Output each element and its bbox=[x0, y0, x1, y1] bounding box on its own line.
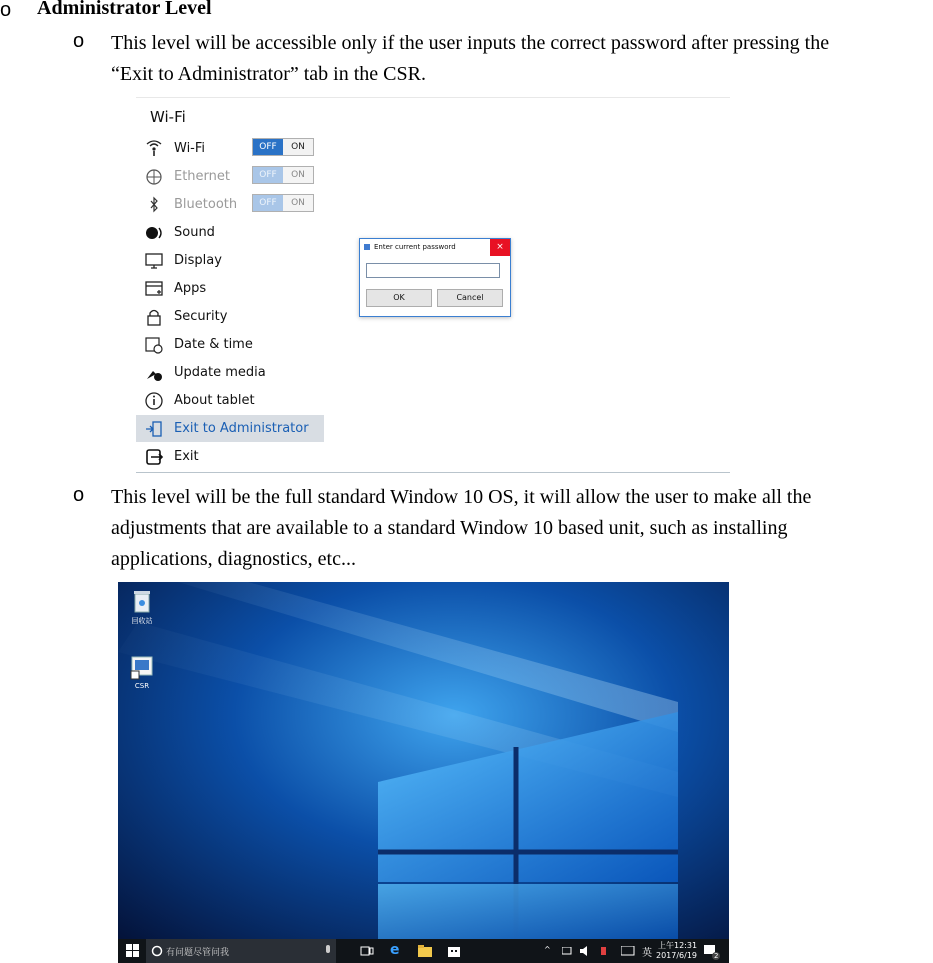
desktop-icon-label: 回收站 bbox=[131, 617, 153, 625]
wallpaper bbox=[118, 582, 729, 963]
menu-item-label: Ethernet bbox=[174, 169, 230, 184]
menu-item-sound[interactable] bbox=[136, 219, 324, 246]
wifi-icon bbox=[144, 139, 164, 159]
keyboard-icon[interactable] bbox=[621, 946, 635, 956]
menu-item-label: About tablet bbox=[174, 393, 255, 408]
ime-indicator[interactable]: 英 bbox=[642, 948, 652, 959]
battery-icon[interactable] bbox=[562, 947, 572, 955]
password-dialog bbox=[359, 238, 511, 317]
menu-item-label: Apps bbox=[174, 281, 207, 296]
menu-item-label: Exit bbox=[174, 449, 199, 464]
toggle-on[interactable]: ON bbox=[283, 167, 313, 183]
menu-item-exit[interactable] bbox=[136, 443, 324, 470]
paragraph-line: This level will be accessible only if the user inputs the correct password after pressing the bbox=[111, 32, 830, 54]
clock-time[interactable]: 上午12:31 bbox=[658, 941, 698, 950]
menu-item-label: Exit to Administrator bbox=[174, 421, 309, 436]
notification-badge: 2 bbox=[714, 952, 719, 960]
toggle-off[interactable]: OFF bbox=[253, 195, 283, 211]
volume-icon[interactable] bbox=[580, 946, 592, 956]
store-icon[interactable] bbox=[448, 945, 460, 957]
file-explorer-icon[interactable] bbox=[418, 945, 432, 957]
menu-item-bluetooth[interactable] bbox=[136, 191, 324, 218]
menu-item-display[interactable] bbox=[136, 247, 324, 274]
menu-item-about-tablet[interactable] bbox=[136, 387, 324, 414]
paragraph-line: “Exit to Administrator” tab in the CSR. bbox=[111, 63, 426, 85]
menu-item-ethernet[interactable] bbox=[136, 163, 324, 190]
toggle-switch[interactable] bbox=[252, 194, 314, 212]
apps-icon bbox=[144, 279, 164, 299]
display-icon bbox=[144, 251, 164, 271]
settings-title: Wi-Fi bbox=[150, 108, 186, 126]
windows-start-icon[interactable] bbox=[126, 944, 140, 958]
bluetooth-icon bbox=[144, 195, 164, 215]
menu-item-label: Wi-Fi bbox=[174, 141, 206, 156]
power-icon[interactable] bbox=[600, 946, 608, 956]
desktop-icon[interactable] bbox=[122, 588, 162, 626]
toggle-off[interactable]: OFF bbox=[253, 139, 283, 155]
paragraph-bullet: o bbox=[73, 484, 85, 506]
lock-icon bbox=[144, 307, 164, 327]
menu-item-label: Display bbox=[174, 253, 222, 268]
csr-shortcut-icon bbox=[129, 654, 155, 680]
settings-screenshot bbox=[136, 97, 730, 473]
menu-item-label: Update media bbox=[174, 365, 266, 380]
toggle-switch[interactable] bbox=[252, 138, 314, 156]
edge-icon[interactable]: e bbox=[390, 942, 400, 958]
search-placeholder: 有问题尽管问我 bbox=[166, 948, 230, 958]
close-icon[interactable]: × bbox=[490, 239, 510, 256]
menu-item-label: Sound bbox=[174, 225, 215, 240]
paragraph-line: This level will be the full standard Window 10 OS, it will allow the user to make all the bbox=[111, 486, 812, 508]
update-icon bbox=[144, 363, 164, 383]
cancel-button[interactable]: Cancel bbox=[437, 289, 503, 307]
section-heading: Administrator Level bbox=[37, 0, 212, 19]
toggle-off[interactable]: OFF bbox=[253, 167, 283, 183]
desktop-icon-label: CSR bbox=[134, 682, 150, 690]
menu-item-date-time[interactable] bbox=[136, 331, 324, 358]
menu-item-label: Date & time bbox=[174, 337, 253, 352]
dialog-app-icon bbox=[364, 244, 370, 250]
paragraph-line: applications, diagnostics, etc... bbox=[111, 548, 356, 570]
exit-icon bbox=[144, 447, 164, 467]
dialog-title: Enter current password bbox=[374, 243, 456, 251]
toggle-on[interactable]: ON bbox=[283, 195, 313, 211]
ok-button[interactable]: OK bbox=[366, 289, 432, 307]
clock-icon bbox=[144, 335, 164, 355]
desktop-screenshot bbox=[118, 582, 729, 963]
password-input[interactable] bbox=[366, 263, 500, 278]
clock-date[interactable]: 2017/6/19 bbox=[656, 951, 698, 960]
ethernet-icon bbox=[144, 167, 164, 187]
taskbar-search[interactable] bbox=[146, 939, 336, 963]
menu-item-wi-fi[interactable] bbox=[136, 135, 324, 162]
menu-item-label: Security bbox=[174, 309, 228, 324]
info-icon bbox=[144, 391, 164, 411]
paragraph-line: adjustments that are available to a standard Window 10 based unit, such as installing bbox=[111, 517, 788, 539]
heading-bullet: o bbox=[0, 0, 12, 21]
menu-item-update-media[interactable] bbox=[136, 359, 324, 386]
taskbar bbox=[118, 939, 729, 963]
chevron-up-icon[interactable]: ^ bbox=[544, 945, 551, 954]
menu-item-exit-to-administrator[interactable] bbox=[136, 415, 324, 442]
toggle-on[interactable]: ON bbox=[283, 139, 313, 155]
menu-item-label: Bluetooth bbox=[174, 197, 238, 212]
cortana-icon bbox=[151, 945, 163, 957]
toggle-switch[interactable] bbox=[252, 166, 314, 184]
sound-icon bbox=[144, 223, 164, 243]
microphone-icon[interactable] bbox=[324, 945, 332, 957]
paragraph-bullet: o bbox=[73, 30, 85, 52]
desktop-icon[interactable] bbox=[122, 654, 162, 690]
task-view-icon[interactable] bbox=[360, 945, 374, 957]
recycle-bin-icon bbox=[131, 588, 153, 614]
exit-admin-icon bbox=[144, 419, 164, 439]
menu-item-apps[interactable] bbox=[136, 275, 324, 302]
menu-item-security[interactable] bbox=[136, 303, 324, 330]
